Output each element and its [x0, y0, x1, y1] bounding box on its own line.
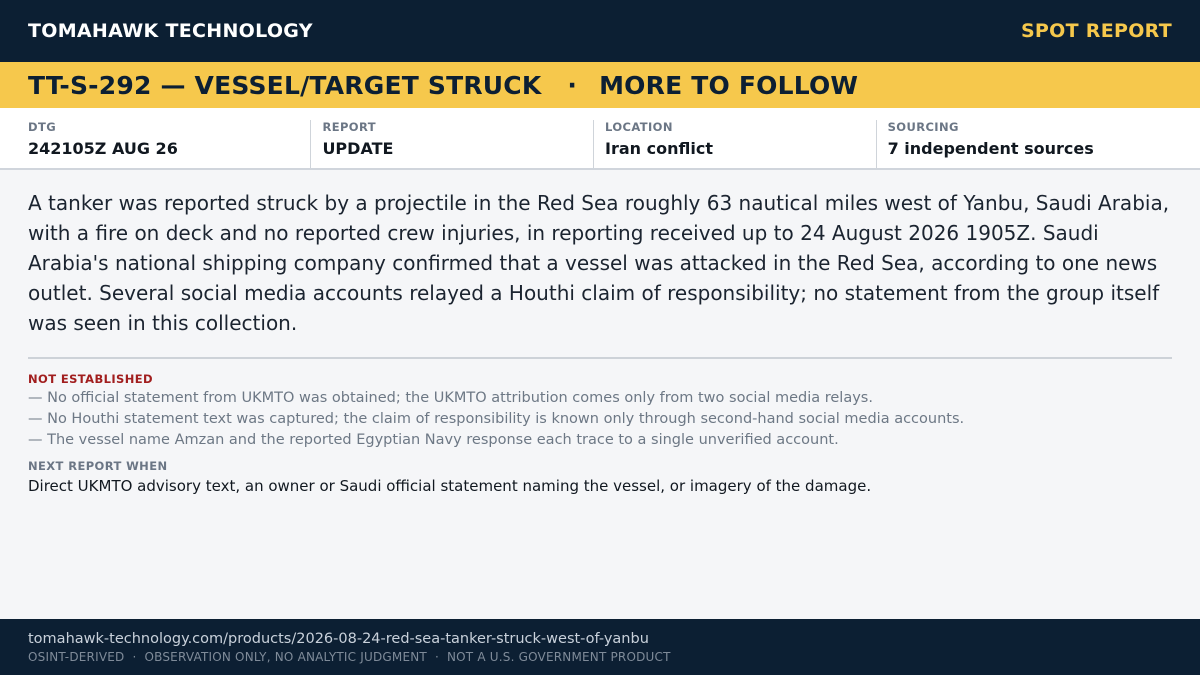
footer-tag: OSINT-DERIVED: [28, 650, 125, 664]
report-status: MORE TO FOLLOW: [599, 70, 859, 100]
list-item: — The vessel name Amzan and the reported Egyptian Navy response each trace to a single unverified account.: [28, 432, 839, 448]
headline-separator: ·: [567, 70, 578, 100]
list-item: — No Houthi statement text was captured; the claim of responsibility is known only through second-hand social media accounts.: [28, 411, 965, 427]
meta-label: LOCATION: [605, 120, 673, 134]
footer-tags: [28, 650, 1172, 664]
metadata-strip: [0, 108, 1200, 170]
meta-value: Iran conflict: [605, 139, 713, 158]
brand-name: TOMAHAWK TECHNOLOGY: [28, 20, 313, 42]
list-item: — No official statement from UKMTO was obtained; the UKMTO attribution comes only from two social media relays.: [28, 390, 873, 406]
next-report-heading: NEXT REPORT WHEN: [28, 459, 168, 473]
next-report-text: Direct UKMTO advisory text, an owner or Saudi official statement naming the vessel, or imagery of the damage.: [28, 477, 872, 495]
report-type-label: SPOT REPORT: [1020, 20, 1172, 42]
meta-label: DTG: [28, 120, 57, 134]
footer-url[interactable]: tomahawk-technology.com/products/2026-08-24-red-sea-tanker-struck-west-of-yanbu: [28, 631, 649, 647]
footer-separator: ·: [132, 650, 137, 664]
section-divider: [28, 357, 1172, 359]
meta-report: [310, 120, 593, 168]
meta-value: 7 independent sources: [887, 139, 1094, 158]
meta-dtg: [28, 120, 310, 168]
footer: [0, 619, 1200, 675]
meta-value: UPDATE: [322, 139, 394, 158]
meta-label: REPORT: [322, 120, 376, 134]
footer-tag: NOT A U.S. GOVERNMENT PRODUCT: [446, 650, 671, 664]
meta-location: [593, 120, 876, 168]
meta-value: 242105Z AUG 26: [28, 139, 178, 158]
report-summary: A tanker was reported struck by a projectile in the Red Sea roughly 63 nautical miles west of Yanbu, Saudi Arabia, with a fire on deck and no reported crew injuries, in reporting received up to 24 August 2026 1905Z. Saudi Arabia's national shipping company confirmed that a vessel was attacked in the Red Sea, according to one news outlet. Several social media accounts relayed a Houthi claim of responsibility; no statement from the group itself was seen in this collection.: [28, 191, 1170, 335]
headline-banner: [0, 62, 1200, 108]
meta-label: SOURCING: [887, 120, 959, 134]
footer-separator: ·: [434, 650, 439, 664]
report-id-title: TT-S-292 — VESSEL/TARGET STRUCK: [28, 70, 542, 100]
not-established-list: [28, 388, 1178, 451]
meta-sourcing: [876, 120, 1172, 168]
not-established-heading: NOT ESTABLISHED: [28, 372, 153, 386]
top-bar: [0, 0, 1200, 62]
footer-tag: OBSERVATION ONLY, NO ANALYTIC JUDGMENT: [144, 650, 427, 664]
